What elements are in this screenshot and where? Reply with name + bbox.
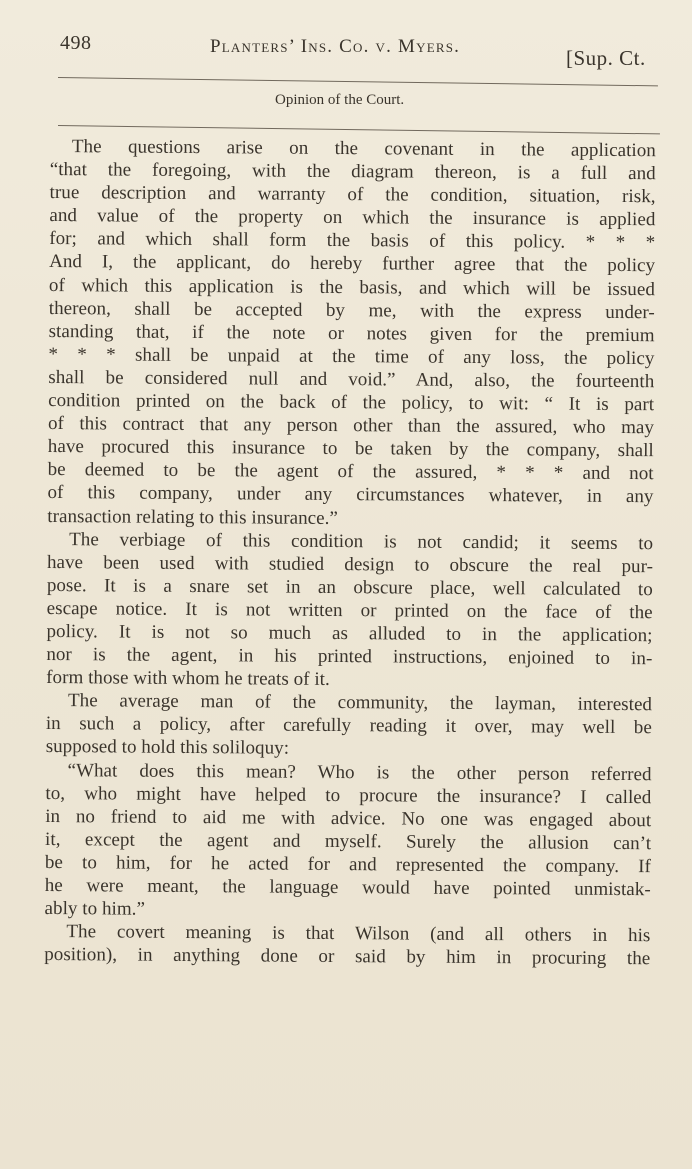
body-text bbox=[44, 135, 656, 971]
running-title: Planters’ Ins. Co. v. Myers. bbox=[210, 36, 461, 57]
text-line: The covert meaning is that Wilson (and all others in his bbox=[66, 921, 651, 947]
text-line: escape notice. It is not written or printed on the face of the bbox=[46, 597, 653, 624]
text-line: be to him, for he acted for and represented the company. If bbox=[44, 851, 651, 878]
text-line: * * * shall be unpaid at the time of any loss, the policy bbox=[48, 343, 655, 370]
paragraph-3 bbox=[46, 689, 652, 763]
text-line: pose. It is a snare set in an obscure place, well calculated to bbox=[46, 574, 653, 601]
text-line: have procured this insurance to be taken by the company, shall bbox=[47, 436, 654, 462]
text-line: condition printed on the back of the policy, to wit: “ It is part bbox=[48, 390, 655, 416]
text-line: of which this application is the basis, and which will be issued bbox=[48, 274, 656, 300]
text-line: thereon, shall be accepted by me, with the express under- bbox=[48, 297, 655, 323]
text-line: transaction relating to this insurance.” bbox=[47, 505, 339, 529]
court-label: [Sup. Ct. bbox=[566, 46, 646, 70]
text-line: it, except the agent and myself. Surely the allusion can’t bbox=[45, 828, 652, 855]
text-line: shall be considered null and void.” And, also, the fourteenth bbox=[48, 366, 655, 393]
text-line: ably to him.” bbox=[44, 898, 146, 920]
text-line: true description and warranty of the condition, situation, risk, bbox=[49, 182, 656, 208]
paragraph-2 bbox=[46, 528, 653, 694]
text-line: “What does this mean? Who is the other person referred bbox=[67, 759, 652, 785]
paragraph-1 bbox=[47, 135, 656, 532]
text-line: position), in anything done or said by him in procuring the bbox=[44, 944, 651, 970]
text-line: for; and which shall form the basis of this policy. * * * bbox=[49, 228, 656, 254]
header-rule-bottom bbox=[58, 125, 660, 134]
text-line: have been used with studied design to obscure the real pur- bbox=[46, 551, 654, 577]
text-line: policy. It is not so much as alluded to in the application; bbox=[46, 620, 653, 647]
text-line: form those with whom he treats of it. bbox=[46, 667, 330, 691]
page-number: 498 bbox=[60, 32, 92, 54]
text-line: The questions arise on the covenant in the application bbox=[71, 136, 656, 162]
opinion-subheading: Opinion of the Court. bbox=[275, 92, 405, 108]
text-line: be deemed to be the agent of the assured, * * * and not bbox=[47, 459, 654, 485]
page-header bbox=[0, 0, 692, 80]
text-line: and value of the property on which the insurance is applied bbox=[49, 205, 656, 231]
text-line: standing that, if the note or notes given for the premium bbox=[48, 320, 655, 346]
paragraph-5 bbox=[44, 920, 650, 970]
text-line: in no friend to aid me with advice. No one was engaged about bbox=[45, 805, 652, 831]
text-line: “that the foregoing, with the diagram thereon, is a full and bbox=[49, 159, 656, 185]
text-line: nor is the agent, in his printed instructions, enjoined to in- bbox=[46, 644, 653, 670]
text-line: to, who might have helped to procure the insurance? I called bbox=[45, 782, 652, 808]
text-line: The average man of the community, the layman, interested bbox=[67, 690, 653, 716]
text-line: supposed to hold this soliloquy: bbox=[45, 736, 290, 760]
text-line: of this contract that any person other than the assured, who may bbox=[47, 413, 655, 439]
text-line: in such a policy, after carefully reading it over, may well be bbox=[45, 713, 652, 739]
paragraph-4 bbox=[45, 759, 652, 925]
text-line: The verbiage of this condition is not candid; it seems to bbox=[69, 528, 654, 554]
text-line: he were meant, the language would have pointed unmistak- bbox=[44, 874, 651, 901]
text-line: And I, the applicant, do hereby further agree that the policy bbox=[49, 251, 656, 277]
text-line: of this company, under any circumstances whatever, in any bbox=[47, 482, 654, 508]
